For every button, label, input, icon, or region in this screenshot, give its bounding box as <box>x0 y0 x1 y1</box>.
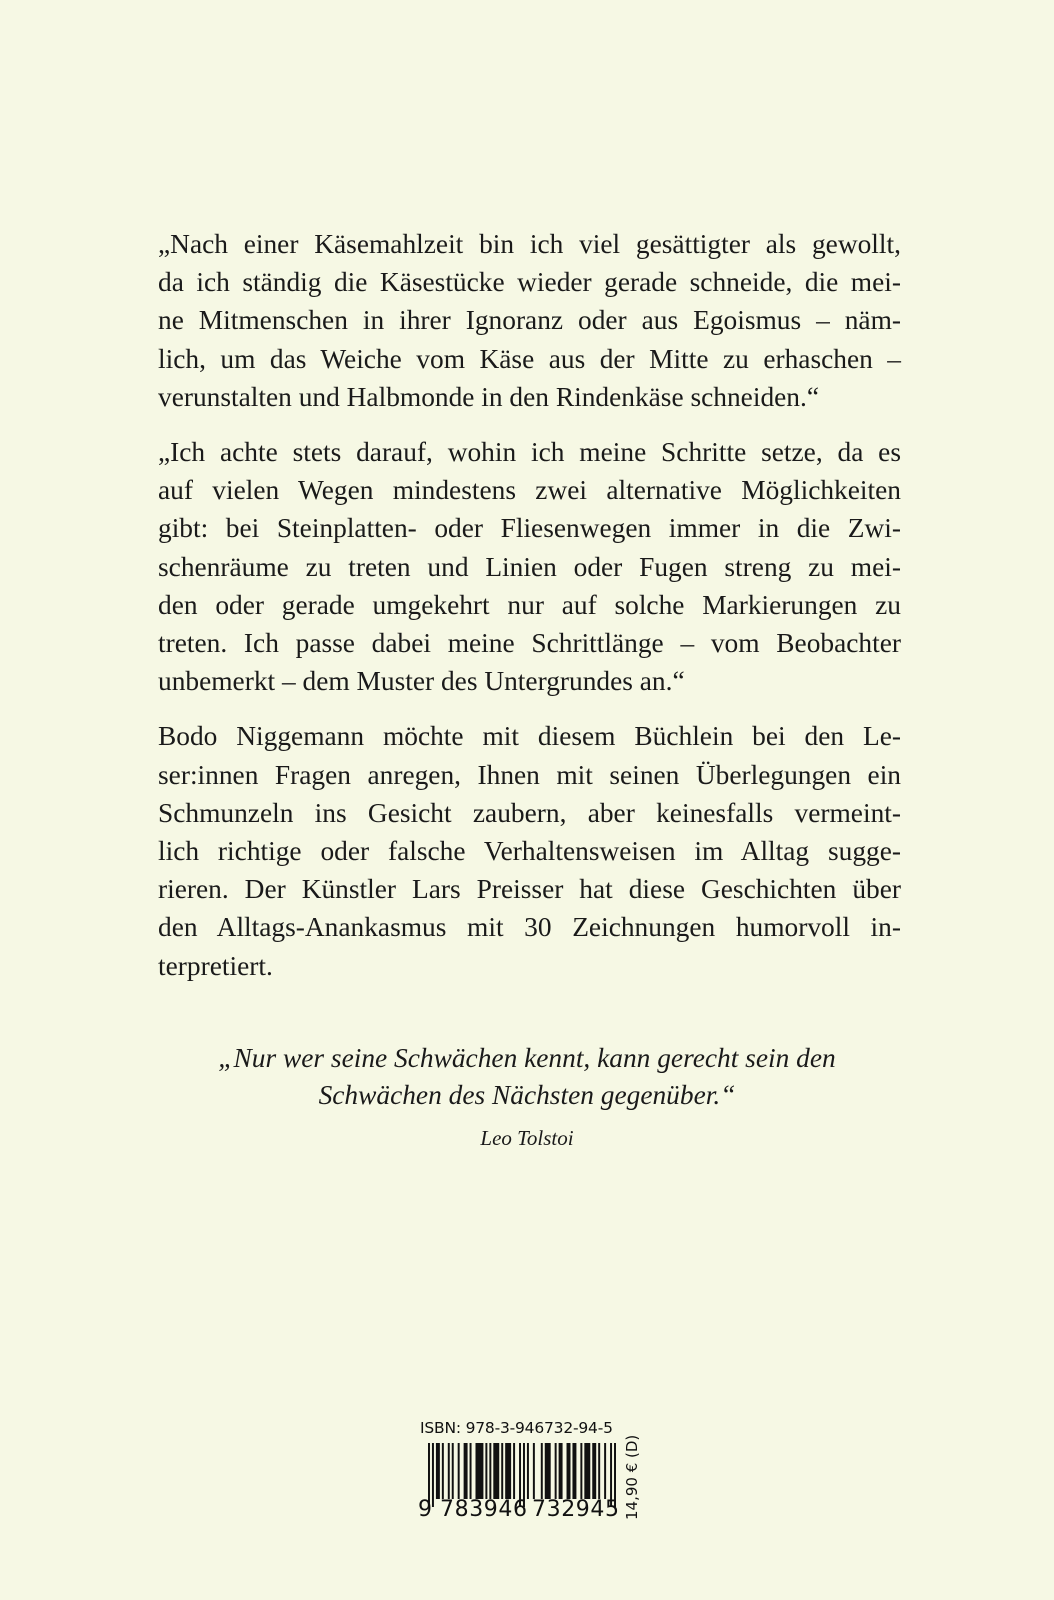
epigraph <box>0 1040 1054 1151</box>
text-line: lich richtige oder falsche Verhaltensweisen im Alltag sugge- <box>158 836 901 867</box>
price-label: 14,90 € (D) <box>623 1434 641 1520</box>
barcode-digits-left: 783946 <box>440 1497 528 1522</box>
text-line: verunstalten und Halbmonde in den Rindenkäse schneiden.“ <box>158 381 819 412</box>
barcode-digits-right: 732945 <box>532 1497 620 1522</box>
barcode-digit-first: 9 <box>418 1497 432 1522</box>
text-line: gibt: bei Steinplatten- oder Fliesenwegen immer in die Zwi- <box>158 513 901 544</box>
paragraph-cheese-quote <box>158 225 901 416</box>
text-line: ne Mitmenschen in ihrer Ignoranz oder aus Egoismus – näm- <box>158 305 901 336</box>
text-line: unbemerkt – dem Muster des Untergrundes an.“ <box>158 666 685 697</box>
text-line: auf vielen Wegen mindestens zwei alternative Möglichkeiten <box>158 475 901 506</box>
isbn-barcode-block <box>410 1418 650 1528</box>
text-line: da ich ständig die Käsestücke wieder gerade schneide, die mei- <box>158 267 901 298</box>
epigraph-line: Schwächen des Nächsten gegenüber.“ <box>318 1080 736 1110</box>
text-line: schenräume zu treten und Linien oder Fugen streng zu mei- <box>158 551 901 582</box>
epigraph-line: „Nur wer seine Schwächen kennt, kann gerecht sein den <box>218 1043 836 1073</box>
text-line: „Nach einer Käsemahlzeit bin ich viel gesättigter als gewollt, <box>158 229 901 259</box>
isbn-label: ISBN: 978-3-946732-94-5 <box>420 1419 613 1437</box>
text-line: terpretiert. <box>158 950 273 981</box>
text-line: lich, um das Weiche vom Käse aus der Mitte zu erhaschen – <box>158 343 901 374</box>
text-line: den Alltags-Anankasmus mit 30 Zeichnungen humorvoll in- <box>158 912 901 943</box>
text-line: treten. Ich passe dabei meine Schrittlänge – vom Beobachter <box>158 628 901 659</box>
paragraph-steps-quote <box>158 433 901 700</box>
text-line: rieren. Der Künstler Lars Preisser hat diese Geschichten über <box>158 874 901 905</box>
text-line: Schmunzeln ins Gesicht zaubern, aber keinesfalls vermeint- <box>158 797 901 828</box>
text-line: Bodo Niggemann möchte mit diesem Büchlein bei den Le- <box>158 721 901 752</box>
text-line: den oder gerade umgekehrt nur auf solche Markierungen zu <box>158 589 901 620</box>
epigraph-author: Leo Tolstoi <box>480 1126 574 1150</box>
text-line: „Ich achte stets darauf, wohin ich meine Schritte setze, da es <box>158 437 901 468</box>
paragraph-book-description <box>158 717 901 984</box>
back-cover-text <box>158 225 901 1002</box>
text-line: ser:innen Fragen anregen, Ihnen mit seinen Überlegungen ein <box>158 759 901 790</box>
